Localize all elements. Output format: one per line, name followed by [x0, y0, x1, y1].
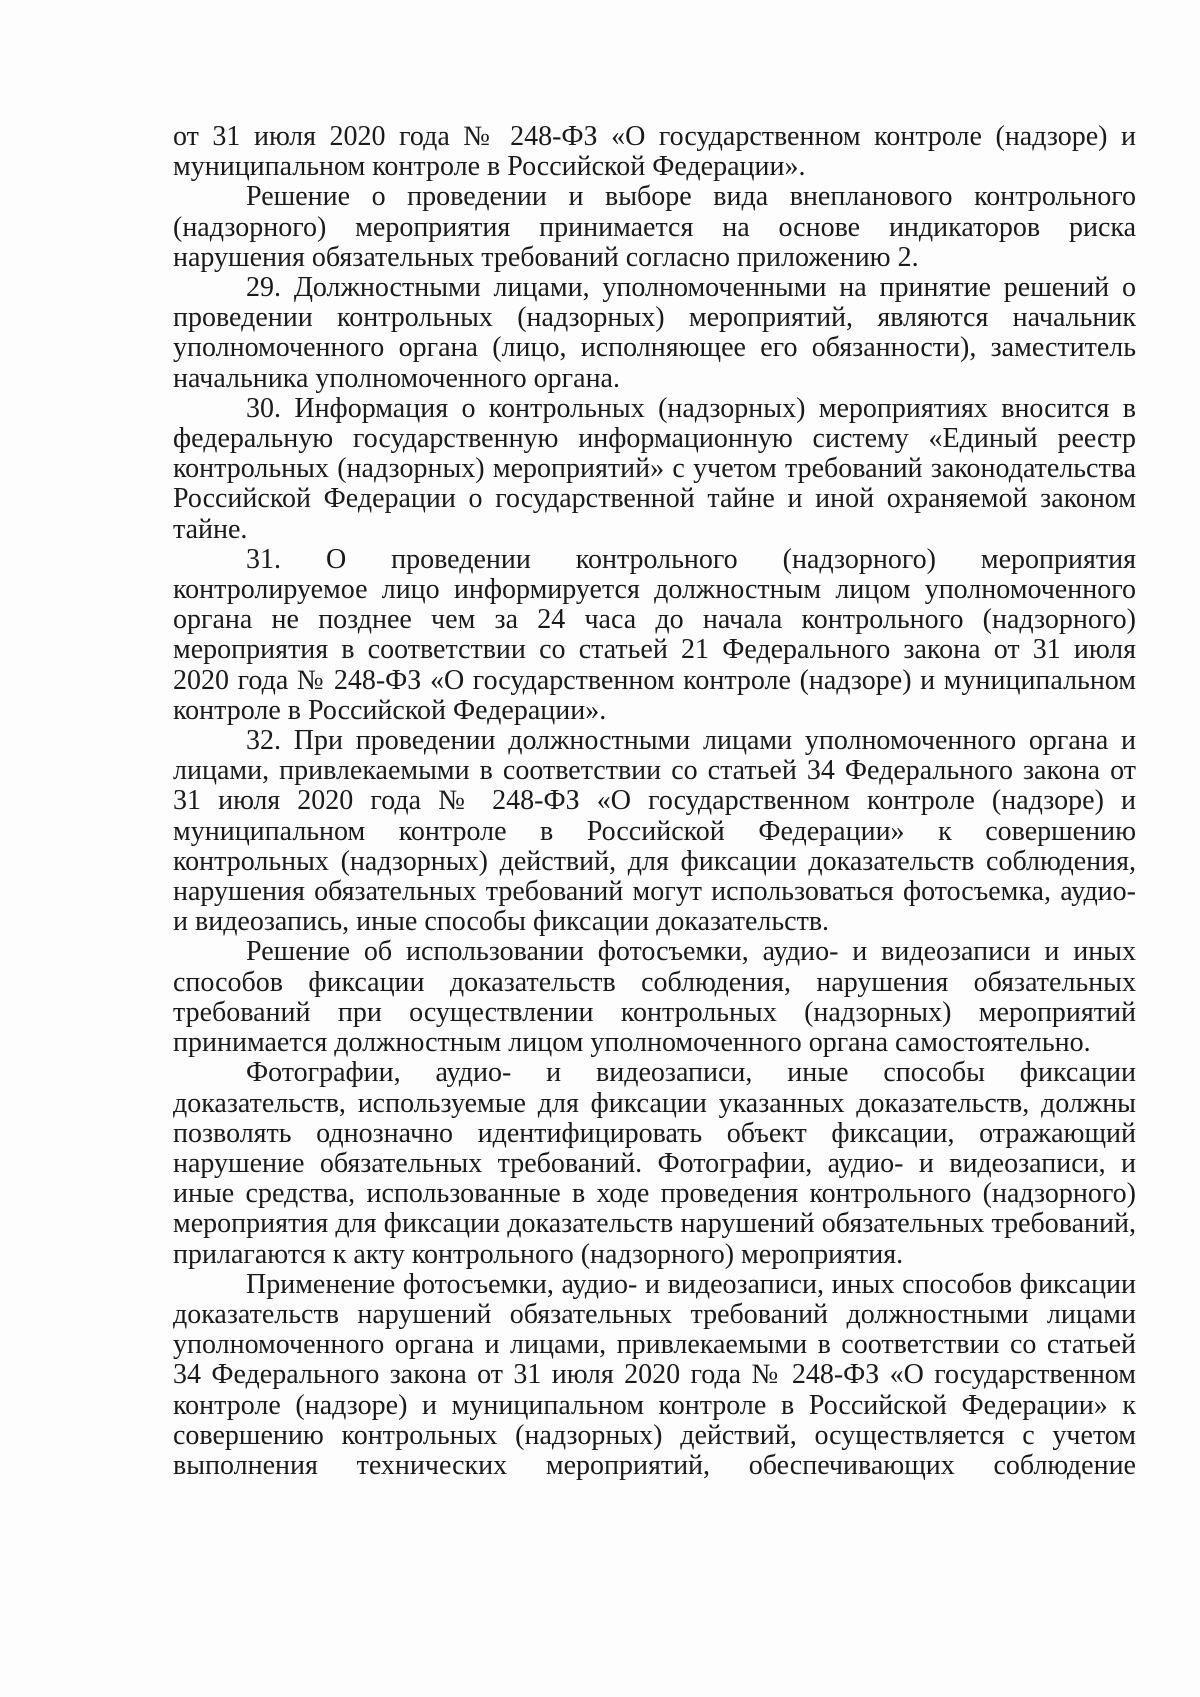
paragraph-continuation: от 31 июля 2020 года № 248-ФЗ «О государственном контроле (надзоре) и муниципальном контроле в Российской Федерации». — [173, 121, 1136, 183]
paragraph-32: 32. При проведении должностными лицами уполномоченного органа и лицами, привлекаемыми в соответствии со статьей 34 Федерального закона от 31 июля 2020 года № 248-ФЗ «О государственном контроле (надзоре) и муниципальном контроле в Российской Федерации» к совершению контрольных (надзорных) действий, для фиксации доказательств соблюдения, нарушения обязательных требований могут использоваться фотосъемка, аудио- и видеозапись, иные способы фиксации доказательств. — [173, 725, 1136, 938]
paragraph-decision-unplanned: Решение о проведении и выборе вида внепланового контрольного (надзорного) мероприятия принимается на основе индикаторов риска нарушения обязательных требований согласно приложению 2. — [173, 181, 1136, 273]
paragraph-30: 30. Информация о контрольных (надзорных) мероприятиях вносится в федеральную государственную информационную систему «Единый реестр контрольных (надзорных) мероприятий» с учетом требований законодательства Российской Федерации о государственной тайне и иной охраняемой законом тайне. — [173, 392, 1136, 545]
paragraph-29: 29. Должностными лицами, уполномоченными на принятие решений о проведении контрольных (надзорных) мероприятий, являются начальник уполномоченного органа (лицо, исполняющее его обязанности), заместитель начальника уполномоченного органа. — [173, 272, 1136, 394]
paragraph-decision-recording: Решение об использовании фотосъемки, аудио- и видеозаписи и иных способов фиксации доказательств соблюдения, нарушения обязательных требований при осуществлении контрольных (надзорных) мероприятий принимается должностным лицом уполномоченного органа самостоятельно. — [173, 936, 1136, 1059]
document-body — [173, 122, 1136, 1481]
paragraph-application-recording: Применение фотосъемки, аудио- и видеозаписи, иных способов фиксации доказательств нарушений обязательных требований должностными лицами уполномоченного органа и лицами, привлекаемыми в соответствии со статьей 34 Федерального закона от 31 июля 2020 года № 248-ФЗ «О государственном контроле (надзоре) и муниципальном контроле в Российской Федерации» к совершению контрольных (надзорных) действий, осуществляется с учетом выполнения технических мероприятий, обеспечивающих соблюдение — [173, 1268, 1136, 1481]
paragraph-photographs: Фотографии, аудио- и видеозаписи, иные способы фиксации доказательств, используемые для фиксации указанных доказательств, должны позволять однозначно идентифицировать объект фиксации, отражающий нарушение обязательных требований. Фотографии, аудио- и видеозаписи, и иные средства, использованные в ходе проведения контрольного (надзорного) мероприятия для фиксации доказательств нарушений обязательных требований, прилагаются к акту контрольного (надзорного) мероприятия. — [173, 1057, 1136, 1270]
paragraph-31: 31. О проведении контрольного (надзорного) мероприятия контролируемое лицо информируется должностным лицом уполномоченного органа не позднее чем за 24 часа до начала контрольного (надзорного) мероприятия в соответствии со статьей 21 Федерального закона от 31 июля 2020 года № 248-ФЗ «О государственном контроле (надзоре) и муниципальном контроле в Российской Федерации». — [173, 543, 1136, 726]
